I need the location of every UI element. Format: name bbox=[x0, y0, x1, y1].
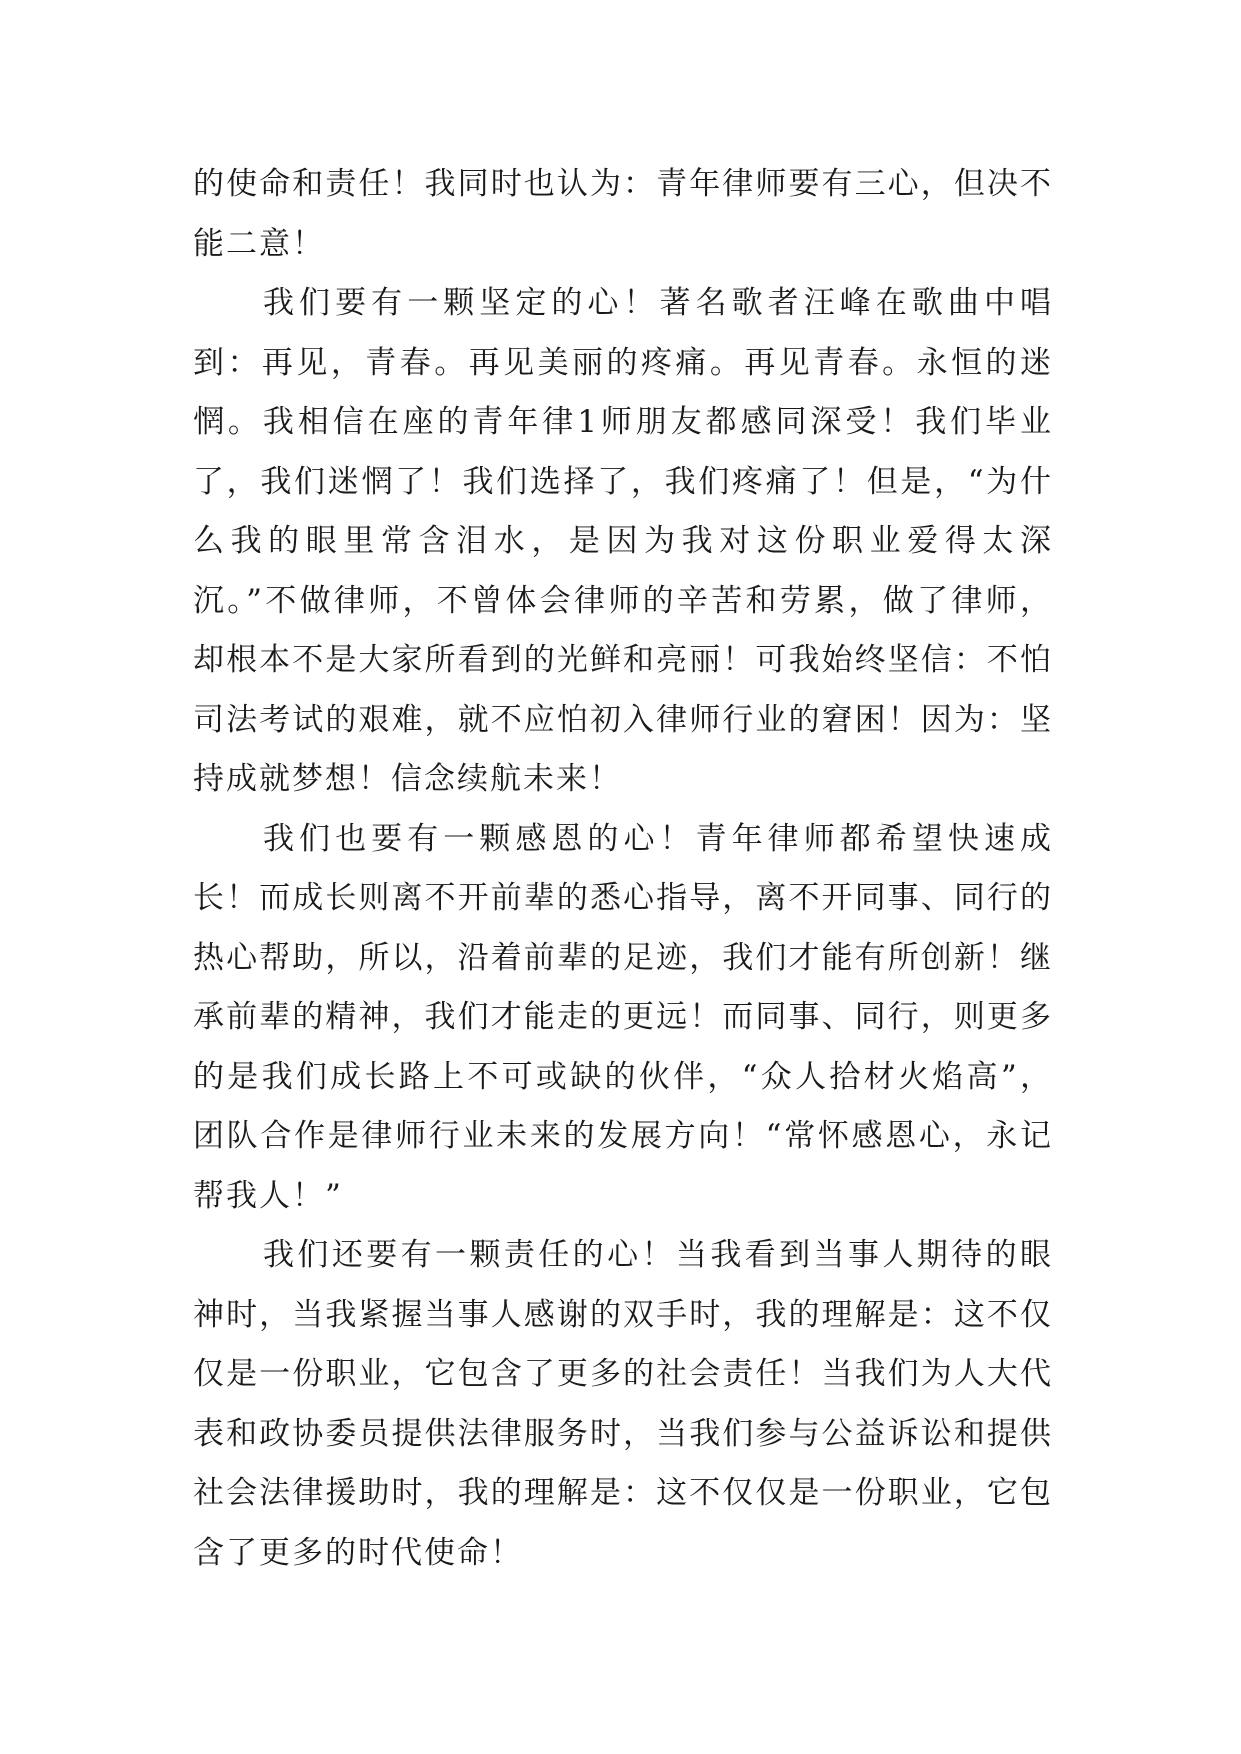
paragraph-4: 我们还要有一颗责任的心！当我看到当事人期待的眼神时，当我紧握当事人感谢的双手时，我的理解是：这不仅仅是一份职业，它包含了更多的社会责任！当我们为人大代表和政协委员提供法律服务时，当我们参与公益诉讼和提供社会法律援助时，我的理解是：这不仅仅是一份职业，它包含了更多的时代使命！ bbox=[193, 1237, 1053, 1571]
paragraph-3: 我们也要有一颗感恩的心！青年律师都希望快速成长！而成长则离不开前辈的悉心指导，离不开同事、同行的热心帮助，所以，沿着前辈的足迹，我们才能有所创新！继承前辈的精神，我们才能走的更远！而同事、同行，则更多的是我们成长路上不可或缺的伙伴，“众人拾材火焰高”，团队合作是律师行业未来的发展方向！“常怀感恩心，永记帮我人！” bbox=[193, 820, 1053, 1214]
paragraph-1: 的使命和责任！我同时也认为：青年律师要有三心，但决不能二意！ bbox=[193, 166, 1053, 262]
paragraph-2: 我们要有一颗坚定的心！著名歌者汪峰在歌曲中唱到：再见，青春。再见美丽的疼痛。再见青春。永恒的迷惘。我相信在座的青年律1师朋友都感同深受！我们毕业了，我们迷惘了！我们选择了，我们疼痛了！但是，“为什么我的眼里常含泪水，是因为我对这份职业爱得太深沉。”不做律师，不曾体会律师的辛苦和劳累，做了律师，却根本不是大家所看到的光鲜和亮丽！可我始终坚信：不怕司法考试的艰难，就不应怕初入律师行业的窘困！因为：坚持成就梦想！信念续航未来！ bbox=[193, 285, 1053, 797]
document-body bbox=[193, 155, 1053, 1583]
